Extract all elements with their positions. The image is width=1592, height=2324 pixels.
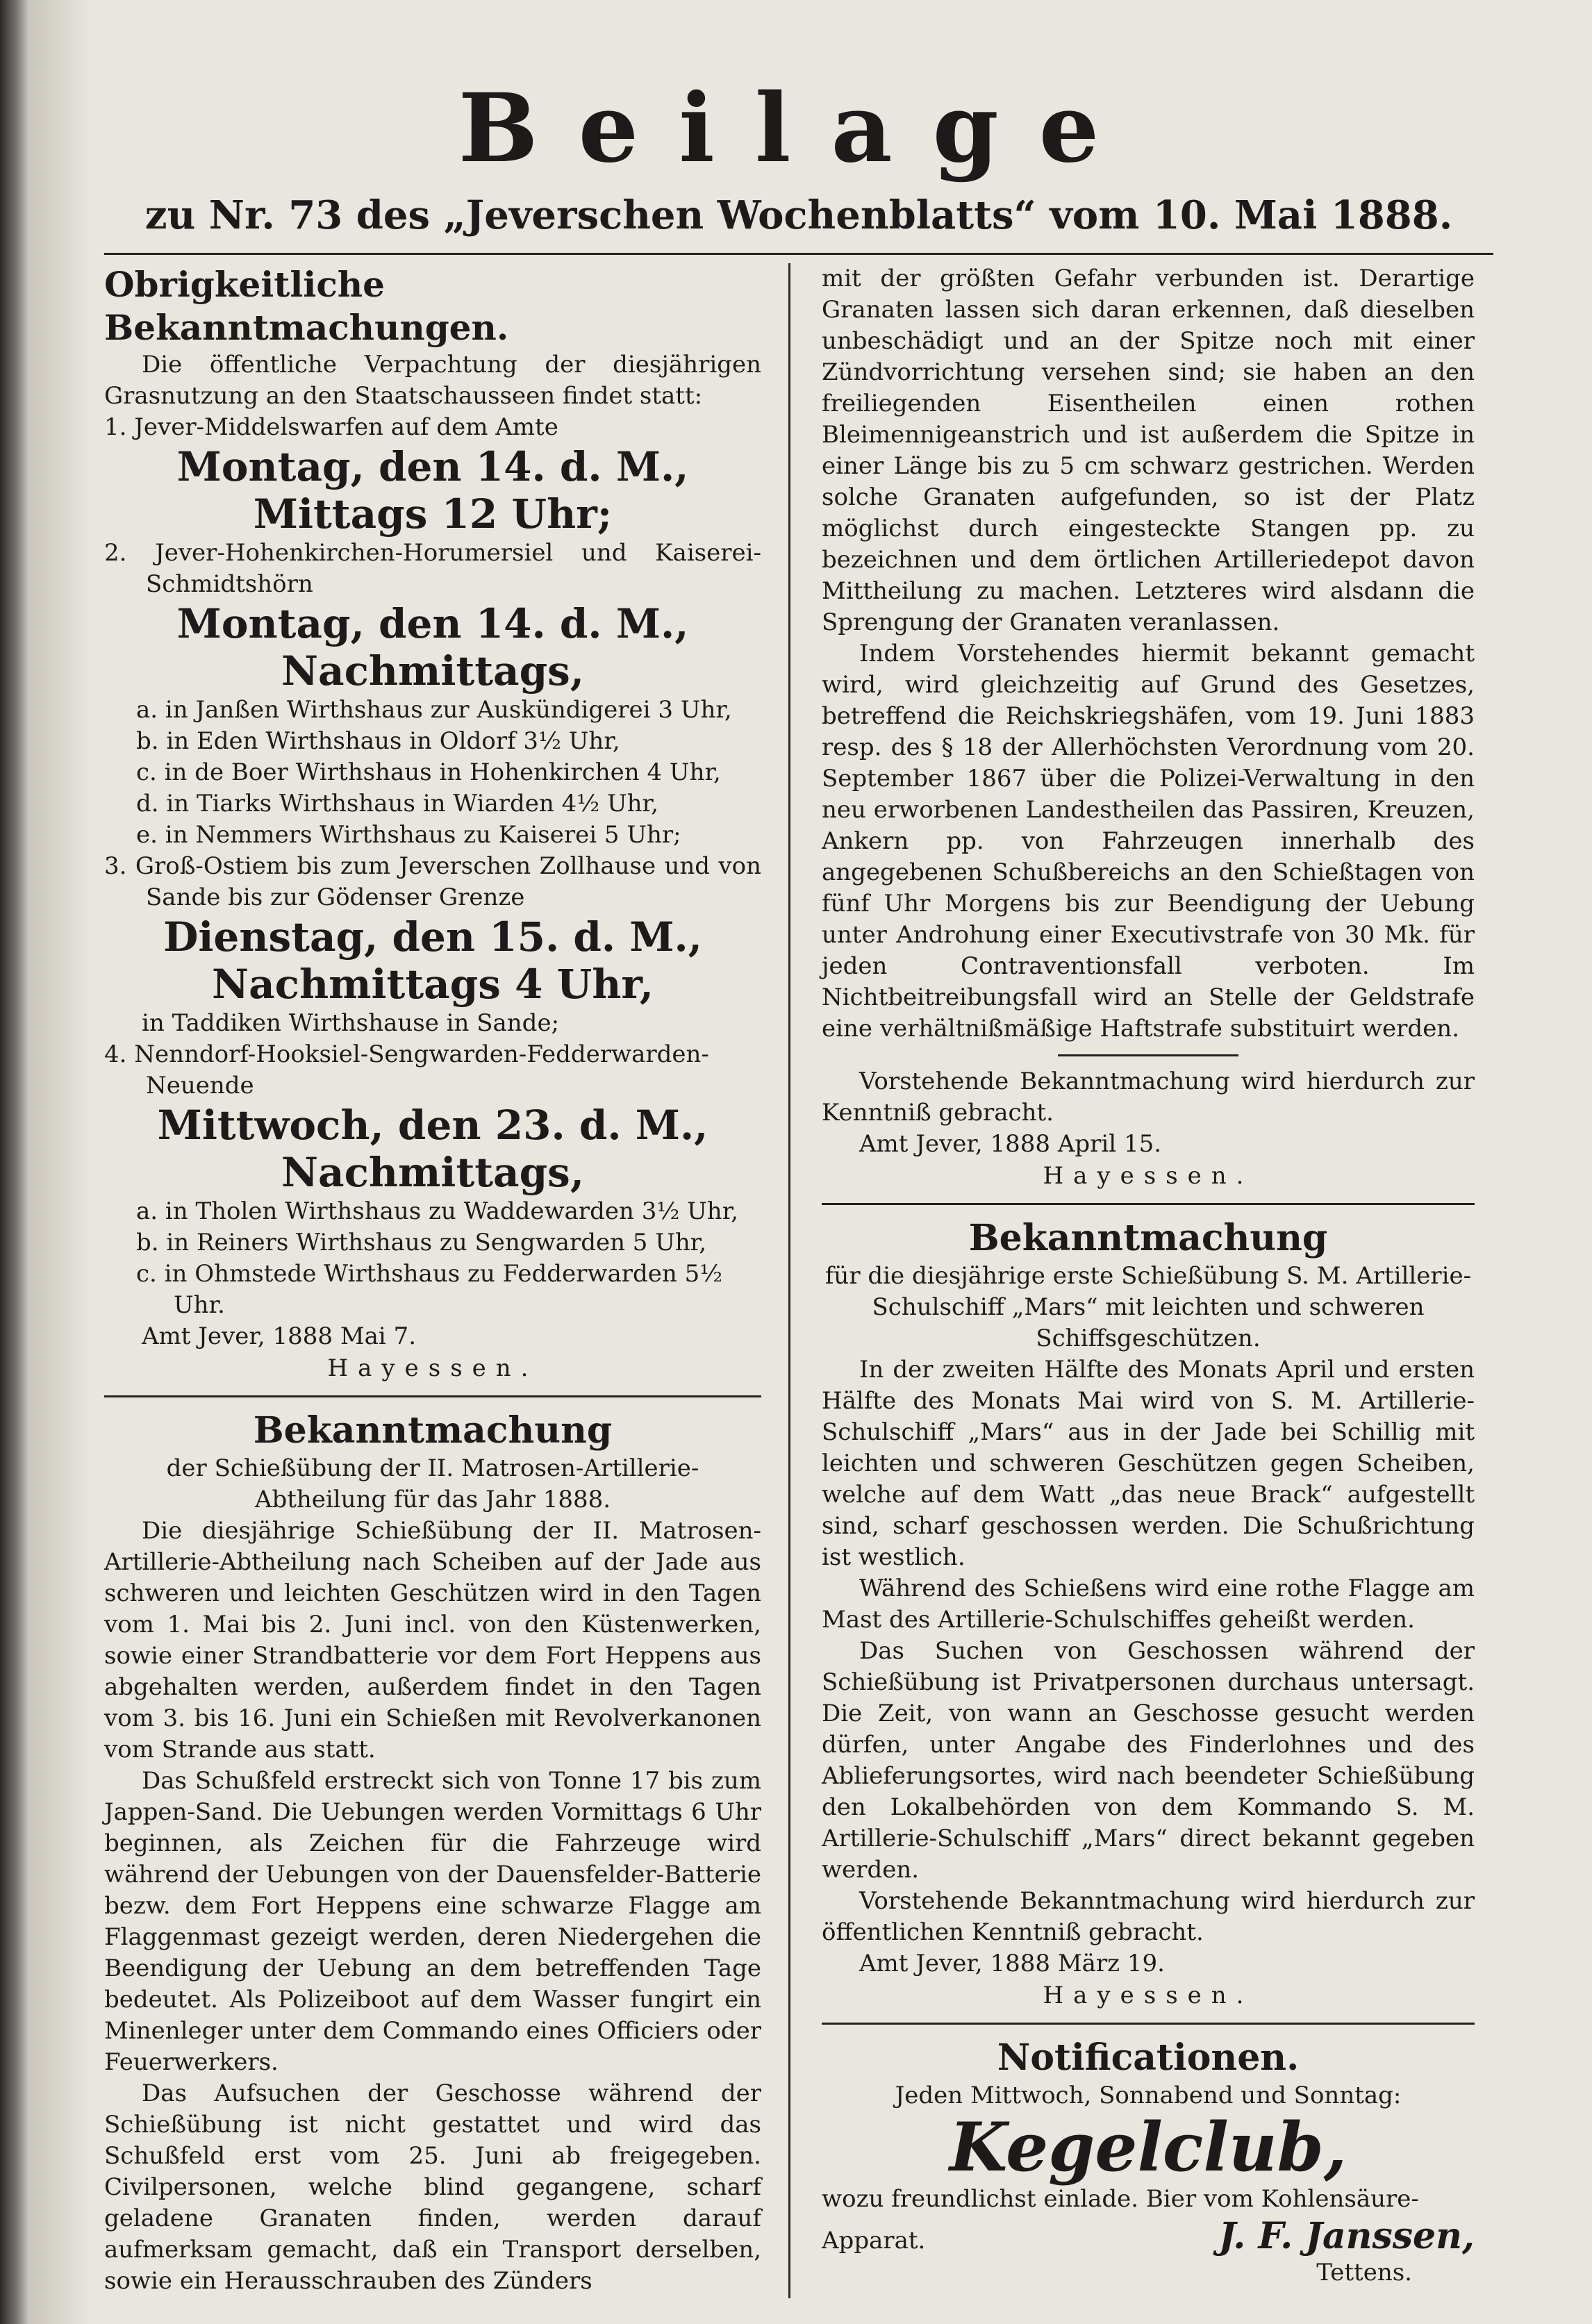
notifications-heading: Notificationen. (997, 2036, 1300, 2079)
notification-intro: Jeden Mittwoch, Sonnabend und Sonntag: (895, 2082, 1402, 2109)
page-gutter (29, 0, 92, 2324)
item2-e: e. in Nemmers Wirthshaus zu Kaiserei 5 Uhr; (136, 821, 681, 849)
item2-day: Montag, den 14. d. M., (176, 600, 689, 647)
left-paragraph-2: Das Schußfeld erstreckt sich von Tonne 17 bis zum Jappen-Sand. Die Uebungen werden Vormittags 6 Uhr beginnen, als Zeichen für die Fahrzeuge wird während der Uebungen von der Dauensfelder-Batterie bezw. dem Fort Heppens eine schwarze Flagge am Flaggenmast gezeigt werden, deren Niedergehen die Beendigung der Uebung an dem betreffenden Tage bedeutet. Als Polizeiboot auf dem Wasser fungirt ein Minenleger unter dem Commando eines Officiers oder Feuerwerkers. (104, 1767, 761, 2076)
item3-day: Dienstag, den 15. d. M., (163, 913, 702, 961)
right-heading-2: Bekanntmachung (968, 1217, 1328, 1259)
notification-sign-row (822, 2215, 1475, 2257)
right-paragraph-1: mit der größten Gefahr verbunden ist. Derartige Granaten lassen sich daran erkennen, daß dieselben unbeschädigt und an der Spitze noch mit einer Zündvorrichtung versehen sind; sie haben an den freiliegenden Eisentheilen einen rothen Bleimennigeanstrich und ist außerdem die Spitze in einer Länge bis zu 5 cm schwarz gestrichen. Werden solche Granaten aufgefunden, so ist der Platz möglichst durch eingesteckte Stangen pp. zu bezeichnen und dem örtlichen Artilleriedepot davon Mittheilung zu machen. Letzteres wird alsdann die Sprengung der Granaten veranlassen. (822, 265, 1475, 636)
masthead-subtitle: zu Nr. 73 des „Jeverschen Wochenblatts“ vom 10. Mai 1888. (144, 192, 1453, 238)
left-subheading-2: der Schießübung der II. Matrosen-Artillerie-Abtheilung für das Jahr 1888. (166, 1454, 699, 1513)
advertiser-name: J. F. Janssen, (1218, 2215, 1475, 2257)
item2-c: c. in de Boer Wirthshaus in Hohenkirchen 4 Uhr, (136, 758, 721, 786)
right-paragraph-4: In der zweiten Hälfte des Monats April und ersten Hälfte des Monats Mai wird von S. M. Artillerie-Schulschiff „Mars“ aus in der Jade bei Schillig mit leichten und schweren Geschützen gegen Scheiben, welche auf dem Watt „das neue Brack“ aufgestellt sind, scharf geschossen werden. Die Schußrichtung ist westlich. (822, 1356, 1475, 1571)
left-date-1: Amt Jever, 1888 Mai 7. (142, 1322, 417, 1350)
notification-text-2: Apparat. (822, 2227, 926, 2255)
kegelclub-title: Kegelclub, (949, 2108, 1348, 2186)
right-signature-1: Hayessen. (1043, 1162, 1254, 1190)
item4-route: 4. Nenndorf-Hooksiel-Sengwarden-Fedderwarden-Neuende (104, 1040, 709, 1099)
left-intro: Die öffentliche Verpachtung der diesjährigen Grasnutzung an den Staatschausseen findet statt: (104, 351, 761, 410)
right-paragraph-2: Indem Vorstehendes hiermit bekannt gemacht wird, wird gleichzeitig auf Grund des Gesetzes, betreffend die Reichskriegshäfen, vom 19. Juni 1883 resp. des § 18 der Allerhöchsten Verordnung vom 20. September 1867 über die Polizei-Verwaltung in den neu erworbenen Landestheilen das Passiren, Kreuzen, Ankern pp. von Fahrzeugen innerhalb des angegebenen Schußbereichs an den Schießtagen von fünf Uhr Morgens bis zur Beendigung der Uebung unter Androhung einer Executivstrafe von 30 Mk. für jeden Contraventionsfall verboten. Im Nichtbeitreibungsfall wird an Stelle der Geldstrafe eine verhältnißmäßige Haftstrafe substituirt werden. (822, 640, 1475, 1043)
right-paragraph-5: Während des Schießens wird eine rothe Flagge am Mast des Artillerie-Schulschiffes geheißt werden. (822, 1575, 1475, 1634)
columns (104, 263, 1493, 2295)
right-date-1: Amt Jever, 1888 April 15. (859, 1130, 1162, 1158)
advertiser-place: Tettens. (1316, 2259, 1412, 2286)
right-paragraph-7: Vorstehende Bekanntmachung wird hierdurch zur öffentlichen Kenntniß gebracht. (822, 1887, 1475, 1946)
left-heading-2: Bekanntmachung (253, 1409, 613, 1452)
newspaper-page (104, 73, 1493, 2295)
left-heading: Obrigkeitliche Bekanntmachungen. (104, 264, 509, 348)
item2-d: d. in Tiarks Wirthshaus in Wiarden 4½ Uhr, (136, 790, 658, 817)
masthead (104, 73, 1493, 243)
item1-time: Mittags 12 Uhr; (253, 490, 613, 538)
left-paragraph-1: Die diesjährige Schießübung der II. Matrosen-Artillerie-Abtheilung nach Scheiben auf der Jade aus schweren und leichten Geschützen wird in den Tagen vom 1. Mai bis 2. Juni incl. von den Küstenwerken, sowie einer Strandbatterie vor dem Fort Heppens aus abgehalten werden, außerdem findet in den Tagen vom 3. bis 16. Juni ein Schießen mit Revolverkanonen vom Strande aus statt. (104, 1517, 761, 1763)
left-divider (104, 1395, 761, 1397)
item3-route: 3. Groß-Ostiem bis zum Jeverschen Zollhause und von Sande bis zur Gödenser Grenze (104, 852, 761, 911)
right-signature-2: Hayessen. (1043, 1982, 1254, 2009)
right-paragraph-3: Vorstehende Bekanntmachung wird hierdurch zur Kenntniß gebracht. (822, 1068, 1475, 1127)
masthead-rule (104, 253, 1493, 255)
item2-time: Nachmittags, (281, 647, 585, 695)
item4-time: Nachmittags, (281, 1149, 585, 1196)
left-column (104, 263, 775, 2295)
notification-text-1: wozu freundlichst einlade. Bier vom Kohlensäure- (822, 2185, 1419, 2213)
book-spine-shadow (0, 0, 29, 2324)
right-paragraph-6: Das Suchen von Geschossen während der Schießübung ist Privatpersonen durchaus untersagt. Die Zeit, von wann an Geschosse gesucht werden dürfen, unter Angabe des Finderlohnes und des Ablieferungsortes, wird nach beendeter Schießübung den Lokalbehörden von dem Kommando S. M. Artillerie-Schulschiff „Mars“ direct bekannt gegeben werden. (822, 1637, 1475, 1884)
right-divider-2 (822, 2023, 1475, 2025)
left-paragraph-3: Das Aufsuchen der Geschosse während der Schießübung ist nicht gestattet und wird das Schußfeld erst vom 25. Juni ab freigegeben. Civilpersonen, welche blind gegangene, scharf geladene Granaten finden, werden darauf aufmerksam gemacht, daß ein Transport derselben, sowie ein Herausschrauben des Zünders (104, 2080, 761, 2295)
item3-time: Nachmittags 4 Uhr, (212, 961, 654, 1008)
item1-day: Montag, den 14. d. M., (176, 443, 689, 490)
masthead-title: Beilage (458, 73, 1140, 184)
right-date-2: Amt Jever, 1888 März 19. (859, 1950, 1165, 1977)
column-divider (788, 263, 790, 2298)
right-short-rule (1058, 1054, 1238, 1056)
left-signature-1: Hayessen. (327, 1354, 538, 1382)
right-column (804, 263, 1475, 2286)
item3-place: in Taddiken Wirthshause in Sande; (142, 1009, 560, 1037)
item2-b: b. in Eden Wirthshaus in Oldorf 3½ Uhr, (136, 727, 620, 755)
right-divider-1 (822, 1203, 1475, 1205)
item4-b: b. in Reiners Wirthshaus zu Sengwarden 5 Uhr, (136, 1229, 707, 1256)
item2-route: 2. Jever-Hohenkirchen-Horumersiel und Kaiserei-Schmidtshörn (104, 539, 761, 598)
item4-a: a. in Tholen Wirthshaus zu Waddewarden 3½ Uhr, (136, 1197, 739, 1225)
item2-a: a. in Janßen Wirthshaus zur Auskündigerei 3 Uhr, (136, 696, 732, 724)
item4-day: Mittwoch, den 23. d. M., (157, 1102, 708, 1149)
item1-route: 1. Jever-Middelswarfen auf dem Amte (104, 413, 558, 441)
right-subheading-2: für die diesjährige erste Schießübung S. M. Artillerie-Schulschiff „Mars“ mit leichten und schweren Schiffsgeschützen. (824, 1262, 1472, 1352)
item4-c: c. in Ohmstede Wirthshaus zu Fedderwarden 5½ Uhr. (136, 1260, 723, 1319)
